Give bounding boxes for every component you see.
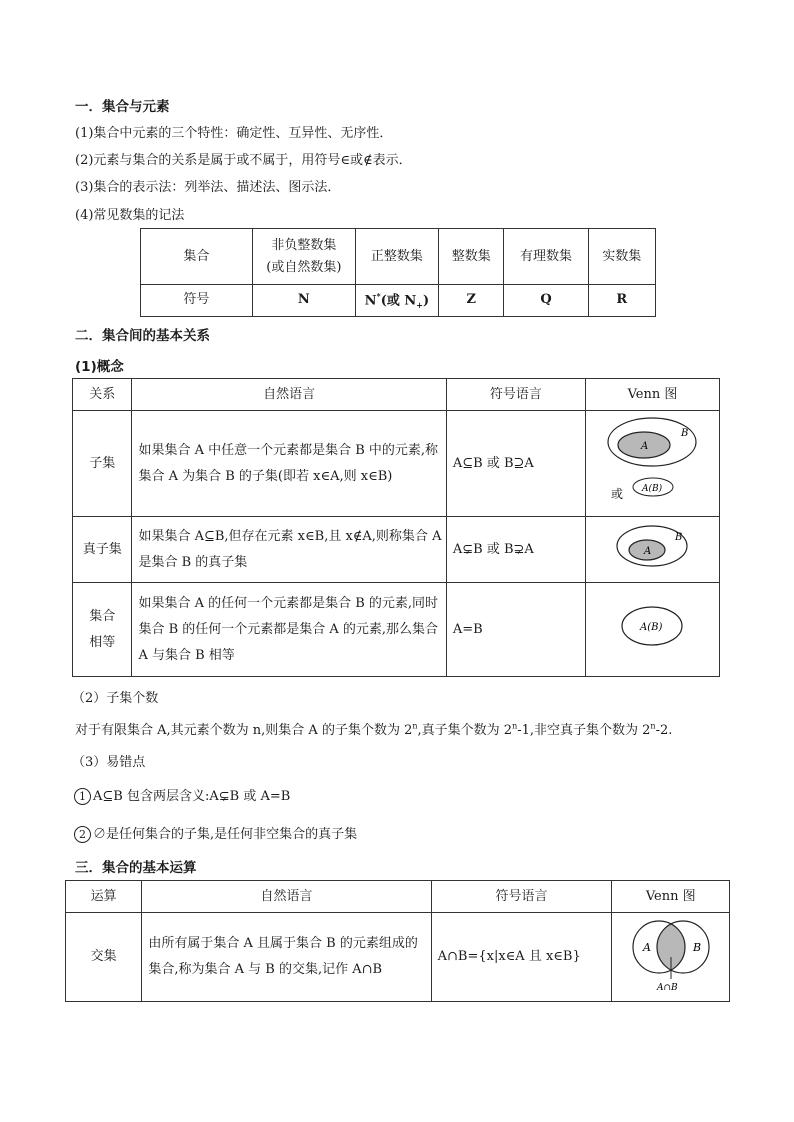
table-cell: 自然语言 [132, 379, 446, 411]
table-cell: 子集 [73, 411, 132, 517]
table-cell: Venn 图 [612, 881, 730, 913]
venn-subset-diagram [597, 412, 707, 508]
venn-label-ab: A(B) [642, 483, 663, 494]
venn-label-b: B [692, 941, 701, 954]
table-cell: N [252, 285, 355, 317]
table-cell: Venn 图 [585, 379, 719, 411]
venn-label-ab: A(B) [640, 621, 663, 633]
table-cell: 符号 [141, 285, 253, 317]
table-cell: N*(或 $N_+$) [355, 285, 438, 317]
table-cell: A=B [446, 583, 585, 677]
section1-p1: (1)集合中元素的三个特性：确定性、互异性、无序性． [75, 126, 393, 141]
table-cell: Z [438, 285, 504, 317]
venn-equal-diagram [597, 598, 707, 654]
section2-sub1: (1)概念 [75, 359, 124, 375]
table-cell: 如果集合 A⊆B,但存在元素 x∈B,且 x∉A,则称集合 A 是集合 B 的真子集 [132, 517, 446, 583]
table-cell [585, 517, 719, 583]
table-cell: 关系 [73, 379, 132, 411]
table-cell [585, 583, 719, 677]
circled-number: 2 [74, 826, 91, 843]
relations-table [72, 378, 720, 677]
venn-intersection-diagram [619, 913, 723, 993]
subset-count-text: 对于有限集合 A,其元素个数为 n,则集合 A 的子集个数为 2$^n$,真子集个数为 2$^n$-1,非空真子集个数为 2$^n$-2. [75, 721, 673, 738]
table-cell: A∩B={x|x∈A 且 x∈B} [431, 913, 612, 1002]
table-cell: R [588, 285, 655, 317]
table-cell: Q [504, 285, 588, 317]
venn-label-a: A [644, 545, 652, 557]
section1-p2: (2)元素与集合的关系是属于或不属于，用符号∈或∉表示． [75, 153, 412, 168]
table-cell: 交集 [66, 913, 142, 1002]
venn-label-a: A [642, 941, 651, 954]
table-cell: 正整数集 [355, 229, 438, 285]
section1-p4: (4)常见数集的记法 [75, 208, 185, 223]
venn-label-b: B [681, 427, 689, 439]
number-sets-table [140, 228, 656, 317]
table-cell: 集合 [141, 229, 253, 285]
table-cell: 运算 [66, 881, 142, 913]
table-cell: 有理数集 [504, 229, 588, 285]
section2-title: 二．集合间的基本关系 [75, 328, 210, 344]
table-cell: 整数集 [438, 229, 504, 285]
table-cell: 实数集 [588, 229, 655, 285]
section2-sub3: （3）易错点 [72, 755, 146, 770]
section3-title: 三．集合的基本运算 [75, 860, 197, 876]
table-cell: 自然语言 [142, 881, 431, 913]
venn-label-b: B [675, 531, 683, 543]
table-cell: A⊆B 或 B⊇A [446, 411, 585, 517]
table-cell: 真子集 [73, 517, 132, 583]
venn-or-label: 或 [611, 486, 624, 501]
table-cell: 符号语言 [446, 379, 585, 411]
section1-title: 一．集合与元素 [75, 99, 170, 115]
table-cell: 如果集合 A 的任何一个元素都是集合 B 的元素,同时集合 B 的任何一个元素都是集合 A 的元素,那么集合 A 与集合 B 相等 [132, 583, 446, 677]
venn-label-a: A [641, 440, 649, 452]
table-cell: A⊊B 或 B⊋A [446, 517, 585, 583]
circled-number: 1 [74, 788, 91, 805]
section1-p3: (3)集合的表示法：列举法、描述法、图示法． [75, 180, 341, 195]
section2-sub2: （2）子集个数 [72, 691, 159, 706]
table-cell: 由所有属于集合 A 且属于集合 B 的元素组成的集合,称为集合 A 与 B 的交集,记作 A∩B [142, 913, 431, 1002]
error-point-2: 2 ∅是任何集合的子集,是任何非空集合的真子集 [74, 823, 357, 843]
error-point-1: 1 A⊆B 包含两层含义:A⊊B 或 A=B [74, 785, 290, 805]
table-cell: 符号语言 [431, 881, 612, 913]
venn-label-intersection: A∩B [656, 983, 678, 993]
table-cell [585, 411, 719, 517]
table-cell: 集合 相等 [73, 583, 132, 677]
operations-table [65, 880, 730, 1002]
venn-proper-subset-diagram [597, 518, 707, 574]
table-cell: 非负整数集 (或自然数集) [252, 229, 355, 285]
table-cell [612, 913, 730, 1002]
table-cell: 如果集合 A 中任意一个元素都是集合 B 中的元素,称集合 A 为集合 B 的子集(即若 x∈A,则 x∈B) [132, 411, 446, 517]
